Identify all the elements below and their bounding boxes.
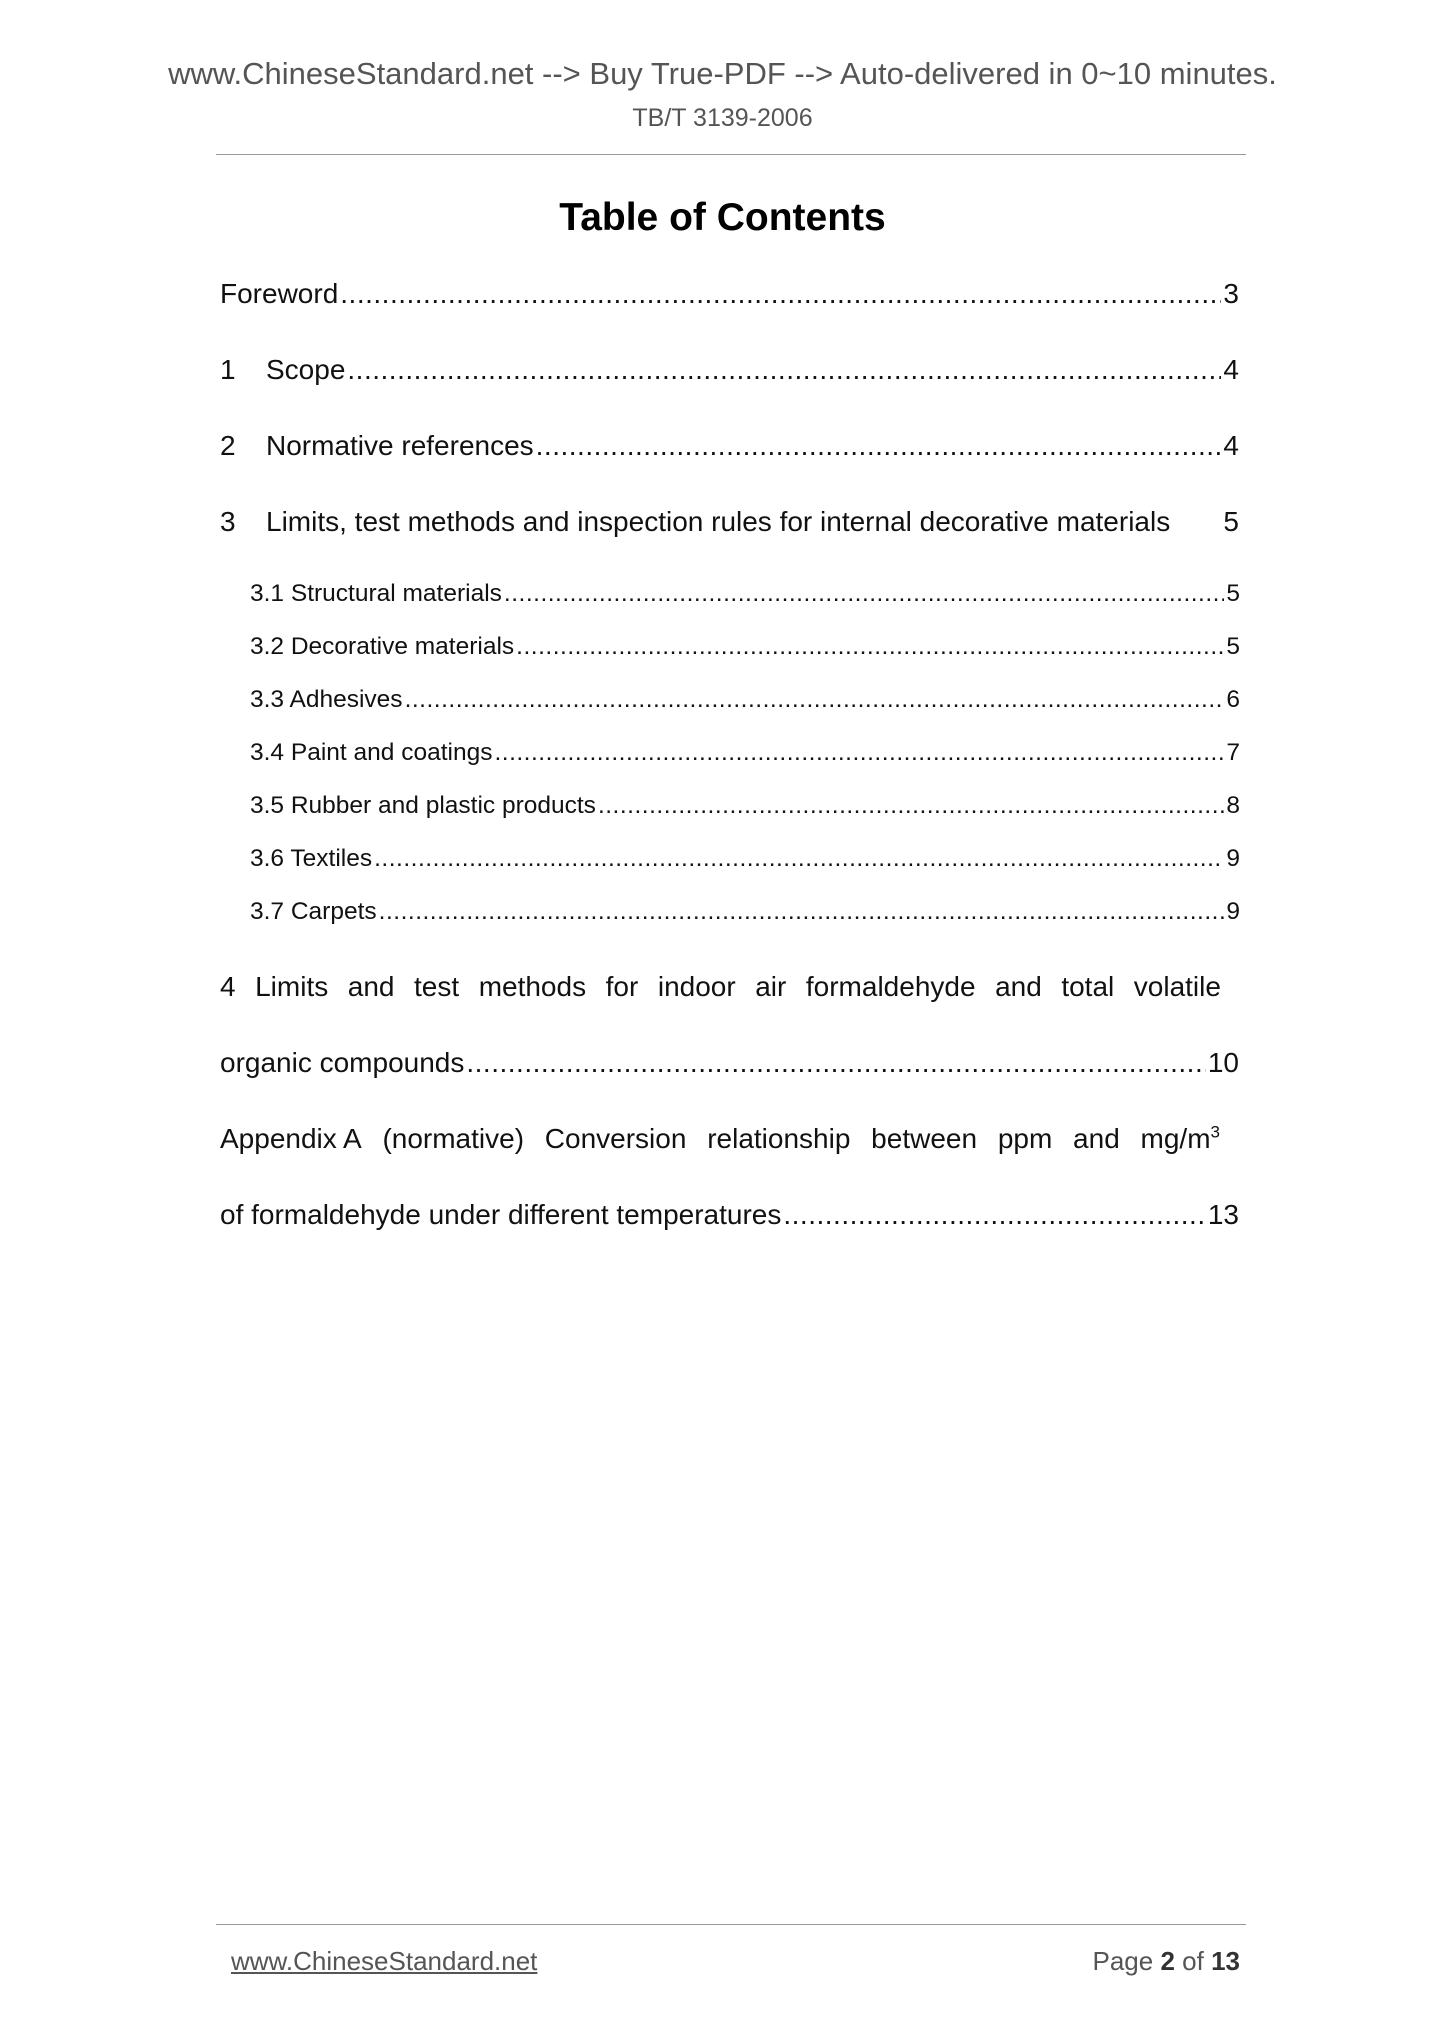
toc-entry-normative-references[interactable] (220, 430, 1239, 462)
toc-page-number: 9 (1226, 845, 1240, 872)
toc-leader-dots (379, 898, 1225, 926)
footer-website-link[interactable]: www.ChineseStandard.net (231, 1946, 538, 1976)
toc-entry-appendix-a-line1[interactable] (220, 1123, 1220, 1155)
toc-label: 3.4 Paint and coatings (250, 739, 493, 766)
toc-leader-dots (783, 1199, 1205, 1231)
toc-leader-dots (466, 1047, 1205, 1079)
toc-leader-dots (598, 792, 1224, 820)
toc-page-number: 5 (1226, 633, 1240, 660)
toc-leader-dots (494, 739, 1224, 767)
toc-word: relationship (707, 1123, 851, 1154)
toc-page-number: 10 (1207, 1047, 1239, 1078)
toc-leader-dots (374, 845, 1224, 873)
toc-label: 3.1 Structural materials (250, 580, 502, 607)
toc-word: for (605, 971, 639, 1002)
toc-section-number: 1 (220, 354, 236, 385)
toc-word: volatile (1133, 971, 1221, 1002)
toc-word: Limits (255, 971, 329, 1002)
toc-leader-dots (405, 686, 1225, 714)
header-divider (216, 154, 1246, 155)
toc-word: Appendix A (220, 1123, 362, 1154)
toc-word: and (1073, 1123, 1120, 1154)
toc-page-number: 3 (1223, 278, 1239, 309)
toc-page-number: 5 (1226, 580, 1240, 607)
toc-word: ppm (997, 1123, 1053, 1154)
toc-subentry[interactable] (250, 845, 1240, 873)
toc-word-unit (1141, 1123, 1220, 1155)
toc-entry-limits-materials[interactable] (220, 506, 1239, 538)
footer-page-indicator (1092, 1946, 1240, 1977)
toc-word: test (414, 971, 460, 1002)
toc-word: between (871, 1123, 978, 1154)
toc-page-number: 7 (1226, 739, 1240, 766)
toc-entry-indoor-air-line2[interactable] (220, 1047, 1239, 1079)
toc-label: 3.3 Adhesives (250, 686, 403, 713)
toc-section-number: 4 (220, 971, 236, 1002)
toc-page-number: 13 (1207, 1199, 1239, 1230)
toc-leader-dots (347, 354, 1221, 386)
toc-page-number: 8 (1226, 792, 1240, 819)
toc-page-number: 9 (1226, 898, 1240, 925)
toc-page-number: 4 (1223, 354, 1239, 385)
toc-leader-dots (504, 580, 1224, 608)
footer-divider (216, 1924, 1246, 1925)
toc-leader-dots (516, 633, 1224, 661)
toc-label: Scope (266, 354, 346, 385)
toc-subentry[interactable] (250, 580, 1240, 608)
toc-leader-dots (536, 430, 1222, 462)
toc-page-number: 4 (1223, 430, 1239, 461)
toc-label: 3.6 Textiles (250, 845, 373, 872)
toc-subentry[interactable] (250, 792, 1240, 820)
toc-word: and (347, 971, 395, 1002)
toc-label: Limits, test methods and inspection rules for internal decorative materials (266, 506, 1171, 537)
toc-label: 3.7 Carpets (250, 898, 377, 925)
page-prefix: Page (1092, 1946, 1154, 1976)
page-title: Table of Contents (559, 196, 886, 239)
toc-word: indoor (657, 971, 736, 1002)
toc-label: Normative references (266, 430, 534, 461)
toc-label: organic compounds (220, 1047, 465, 1078)
page-current: 2 (1160, 1946, 1175, 1976)
toc-section-number: 3 (220, 506, 236, 537)
toc-entry-appendix-a-line2[interactable] (220, 1199, 1239, 1231)
toc-superscript: 3 (1210, 1122, 1220, 1142)
toc-word: air (755, 971, 787, 1002)
toc-leader-dots (340, 278, 1221, 310)
toc-word: Conversion (544, 1123, 687, 1154)
toc-section-number: 2 (220, 430, 236, 461)
toc-subentry[interactable] (250, 898, 1240, 926)
toc-entry-indoor-air-line1[interactable] (220, 971, 1221, 1003)
toc-subentry[interactable] (250, 686, 1240, 714)
toc-label: 3.2 Decorative materials (250, 633, 515, 660)
standard-id: TB/T 3139-2006 (632, 104, 813, 132)
page-of: of (1182, 1946, 1204, 1976)
toc-page-number: 5 (1223, 506, 1239, 537)
toc-word: methods (478, 971, 587, 1002)
toc-entry-scope[interactable] (220, 354, 1239, 386)
toc-subentry[interactable] (250, 633, 1240, 661)
page-total: 13 (1211, 1946, 1240, 1976)
toc-label: of formaldehyde under different temperatures (220, 1199, 782, 1230)
toc-word: total (1061, 971, 1115, 1002)
toc-word: and (995, 971, 1042, 1002)
toc-unit-text: mg/m (1140, 1123, 1211, 1154)
toc-word: formaldehyde (805, 971, 976, 1002)
toc-subentry[interactable] (250, 739, 1240, 767)
header-banner: www.ChineseStandard.net --> Buy True-PDF --> Auto-delivered in 0~10 minutes. (168, 56, 1277, 91)
toc-label: 3.5 Rubber and plastic products (250, 792, 596, 819)
toc-word: (normative) (382, 1123, 525, 1154)
toc-label: Foreword (220, 278, 339, 309)
toc-page-number: 6 (1226, 686, 1240, 713)
toc-entry-foreword[interactable] (220, 278, 1239, 310)
